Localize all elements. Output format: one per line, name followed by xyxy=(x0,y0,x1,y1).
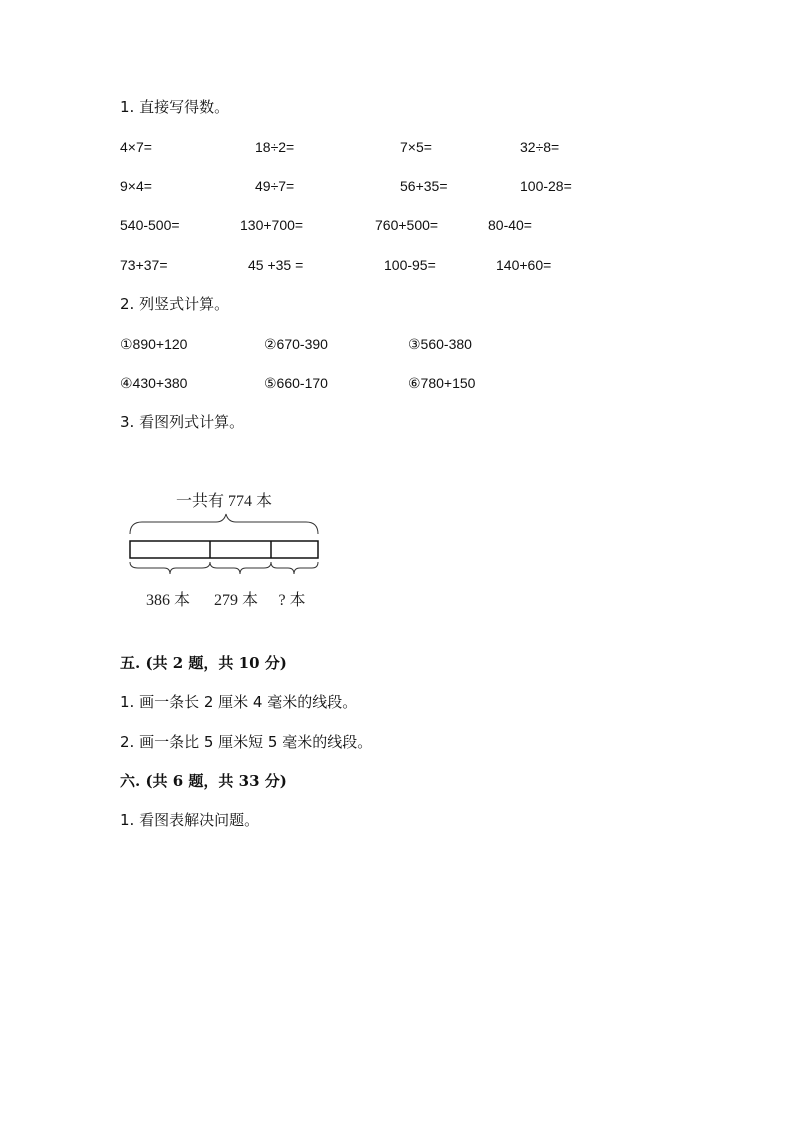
total-bar xyxy=(130,541,318,558)
q1-r1-c1: 4×7= xyxy=(120,139,152,155)
q3-title: 3. 看图列式计算。 xyxy=(120,413,245,431)
q1-r2-c3: 56+35= xyxy=(400,178,448,194)
q1-r3-c2: 130+700= xyxy=(240,217,304,233)
q1-r1-c3: 7×5= xyxy=(400,139,432,155)
q1-r3-c4: 80-40= xyxy=(488,217,532,233)
q1-r4-c4: 140+60= xyxy=(496,257,552,273)
q1-r4-c3: 100-95= xyxy=(384,257,436,273)
q2-r2-c1: ④430+380 xyxy=(120,375,188,391)
q2-r1-c1: ①890+120 xyxy=(120,336,188,352)
q1-r2-c4: 100-28= xyxy=(520,178,572,194)
brace-part-2 xyxy=(210,562,271,574)
part-label-1: 386 本 xyxy=(145,592,191,609)
section5-heading: 五. (共 2 题，共 10 分) xyxy=(120,654,287,672)
q1-r3-c3: 760+500= xyxy=(375,217,439,233)
section6-item-1: 1. 看图表解决问题。 xyxy=(120,811,260,829)
q2-r1-c3: ③560-380 xyxy=(408,336,472,352)
q2-r1-c2: ②670-390 xyxy=(264,336,328,352)
top-brace xyxy=(130,514,318,534)
segment-diagram-svg xyxy=(120,486,330,616)
q1-r1-c2: 18÷2= xyxy=(255,139,295,155)
q2-title: 2. 列竖式计算。 xyxy=(120,295,230,313)
segment-diagram xyxy=(120,486,330,616)
q1-r4-c2: 45 +35 = xyxy=(248,257,304,273)
q1-r1-c4: 32÷8= xyxy=(520,139,560,155)
q1-title: 1. 直接写得数。 xyxy=(120,98,230,116)
section6-heading: 六. (共 6 题，共 33 分) xyxy=(120,772,287,790)
part-label-3: ? 本 xyxy=(278,592,306,609)
total-label: 一共有 774 本 xyxy=(175,493,273,510)
brace-part-1 xyxy=(130,562,210,574)
q2-r2-c3: ⑥780+150 xyxy=(408,375,476,391)
part-label-2: 279 本 xyxy=(213,592,259,609)
section5-item-2: 2. 画一条比 5 厘米短 5 毫米的线段。 xyxy=(120,733,373,751)
section5-item-1: 1. 画一条长 2 厘米 4 毫米的线段。 xyxy=(120,693,358,711)
q1-r4-c1: 73+37= xyxy=(120,257,168,273)
q1-r2-c1: 9×4= xyxy=(120,178,152,194)
q2-r2-c2: ⑤660-170 xyxy=(264,375,328,391)
q1-r3-c1: 540-500= xyxy=(120,217,180,233)
brace-part-3 xyxy=(271,562,318,574)
q1-r2-c2: 49÷7= xyxy=(255,178,295,194)
